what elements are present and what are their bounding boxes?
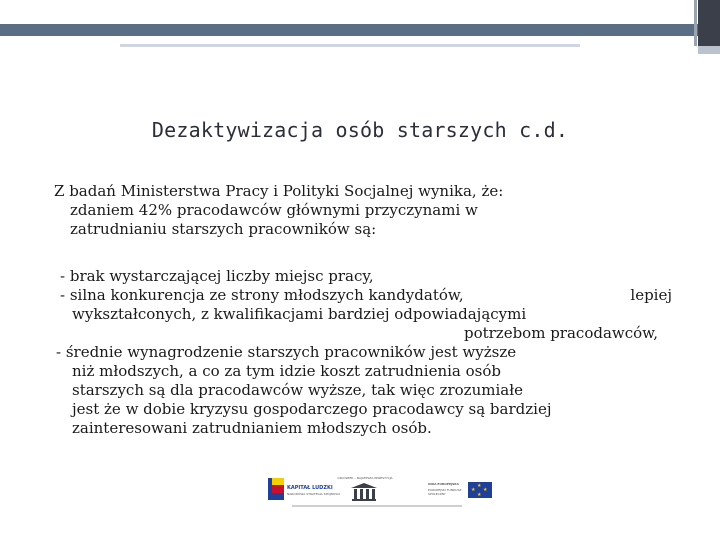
column-emblem-icon <box>350 482 378 502</box>
footer-fine-print-line <box>292 505 462 507</box>
list-item: - brak wystarczającej liczby miejsc pracy, <box>60 267 374 285</box>
corner-edge <box>694 0 697 46</box>
intro-line-1: Z badań Ministerstwa Pracy i Polityki Socjalnej wynika, że: <box>54 182 504 200</box>
logo1-title: KAPITAŁ LUDZKI <box>287 485 333 491</box>
list-item-continuation: jest że w dobie kryzysu gospodarczego pracodawcy są bardziej <box>72 400 552 418</box>
list-item-continuation: zainteresowani zatrudnianiem młodszych osób. <box>72 419 432 437</box>
list-item-text: lepiej <box>630 286 672 304</box>
kapital-ludzki-emblem-icon <box>268 478 284 500</box>
list-item: - średnie wynagrodzenie starszych pracowników jest wyższe <box>56 343 517 361</box>
slide-title: Dezaktywizacja osób starszych c.d. <box>151 118 569 142</box>
list-item <box>60 286 690 305</box>
logo1-subtitle: NARODOWA STRATEGIA SPÓJNOŚCI <box>287 492 341 496</box>
intro-line-2: zdaniem 42% pracodawców głównymi przyczynami w <box>70 201 478 219</box>
logo3-title: UNIA EUROPEJSKA <box>428 482 459 486</box>
eu-flag-icon: ★ ★ ★ ★ <box>468 482 492 498</box>
header-stripe <box>0 24 720 36</box>
list-item-continuation: starszych są dla pracodawców wyższe, tak więc zrozumiałe <box>72 381 523 399</box>
list-item-continuation: niż młodszych, a co za tym idzie koszt zatrudnienia osób <box>72 362 501 380</box>
banner-text: CZŁOWIEK – NAJLEPSZA INWESTYCJA <box>337 476 393 480</box>
corner-light <box>698 46 720 54</box>
logo3-subtitle: EUROPEJSKI FUNDUSZ SPOŁECZNY <box>428 488 462 496</box>
list-item-text: - silna konkurencja ze strony młodszych kandydatów, <box>60 286 464 304</box>
intro-paragraph <box>54 182 654 239</box>
corner-block <box>698 0 720 46</box>
header-underline <box>120 44 580 47</box>
list-item-continuation: wykształconych, z kwalifikacjami bardziej odpowiadającymi <box>72 305 527 323</box>
list-item-continuation: potrzebom pracodawców, <box>463 324 658 342</box>
reasons-list <box>56 267 690 438</box>
top-band <box>0 0 720 24</box>
intro-line-3: zatrudnianiu starszych pracowników są: <box>70 220 377 238</box>
